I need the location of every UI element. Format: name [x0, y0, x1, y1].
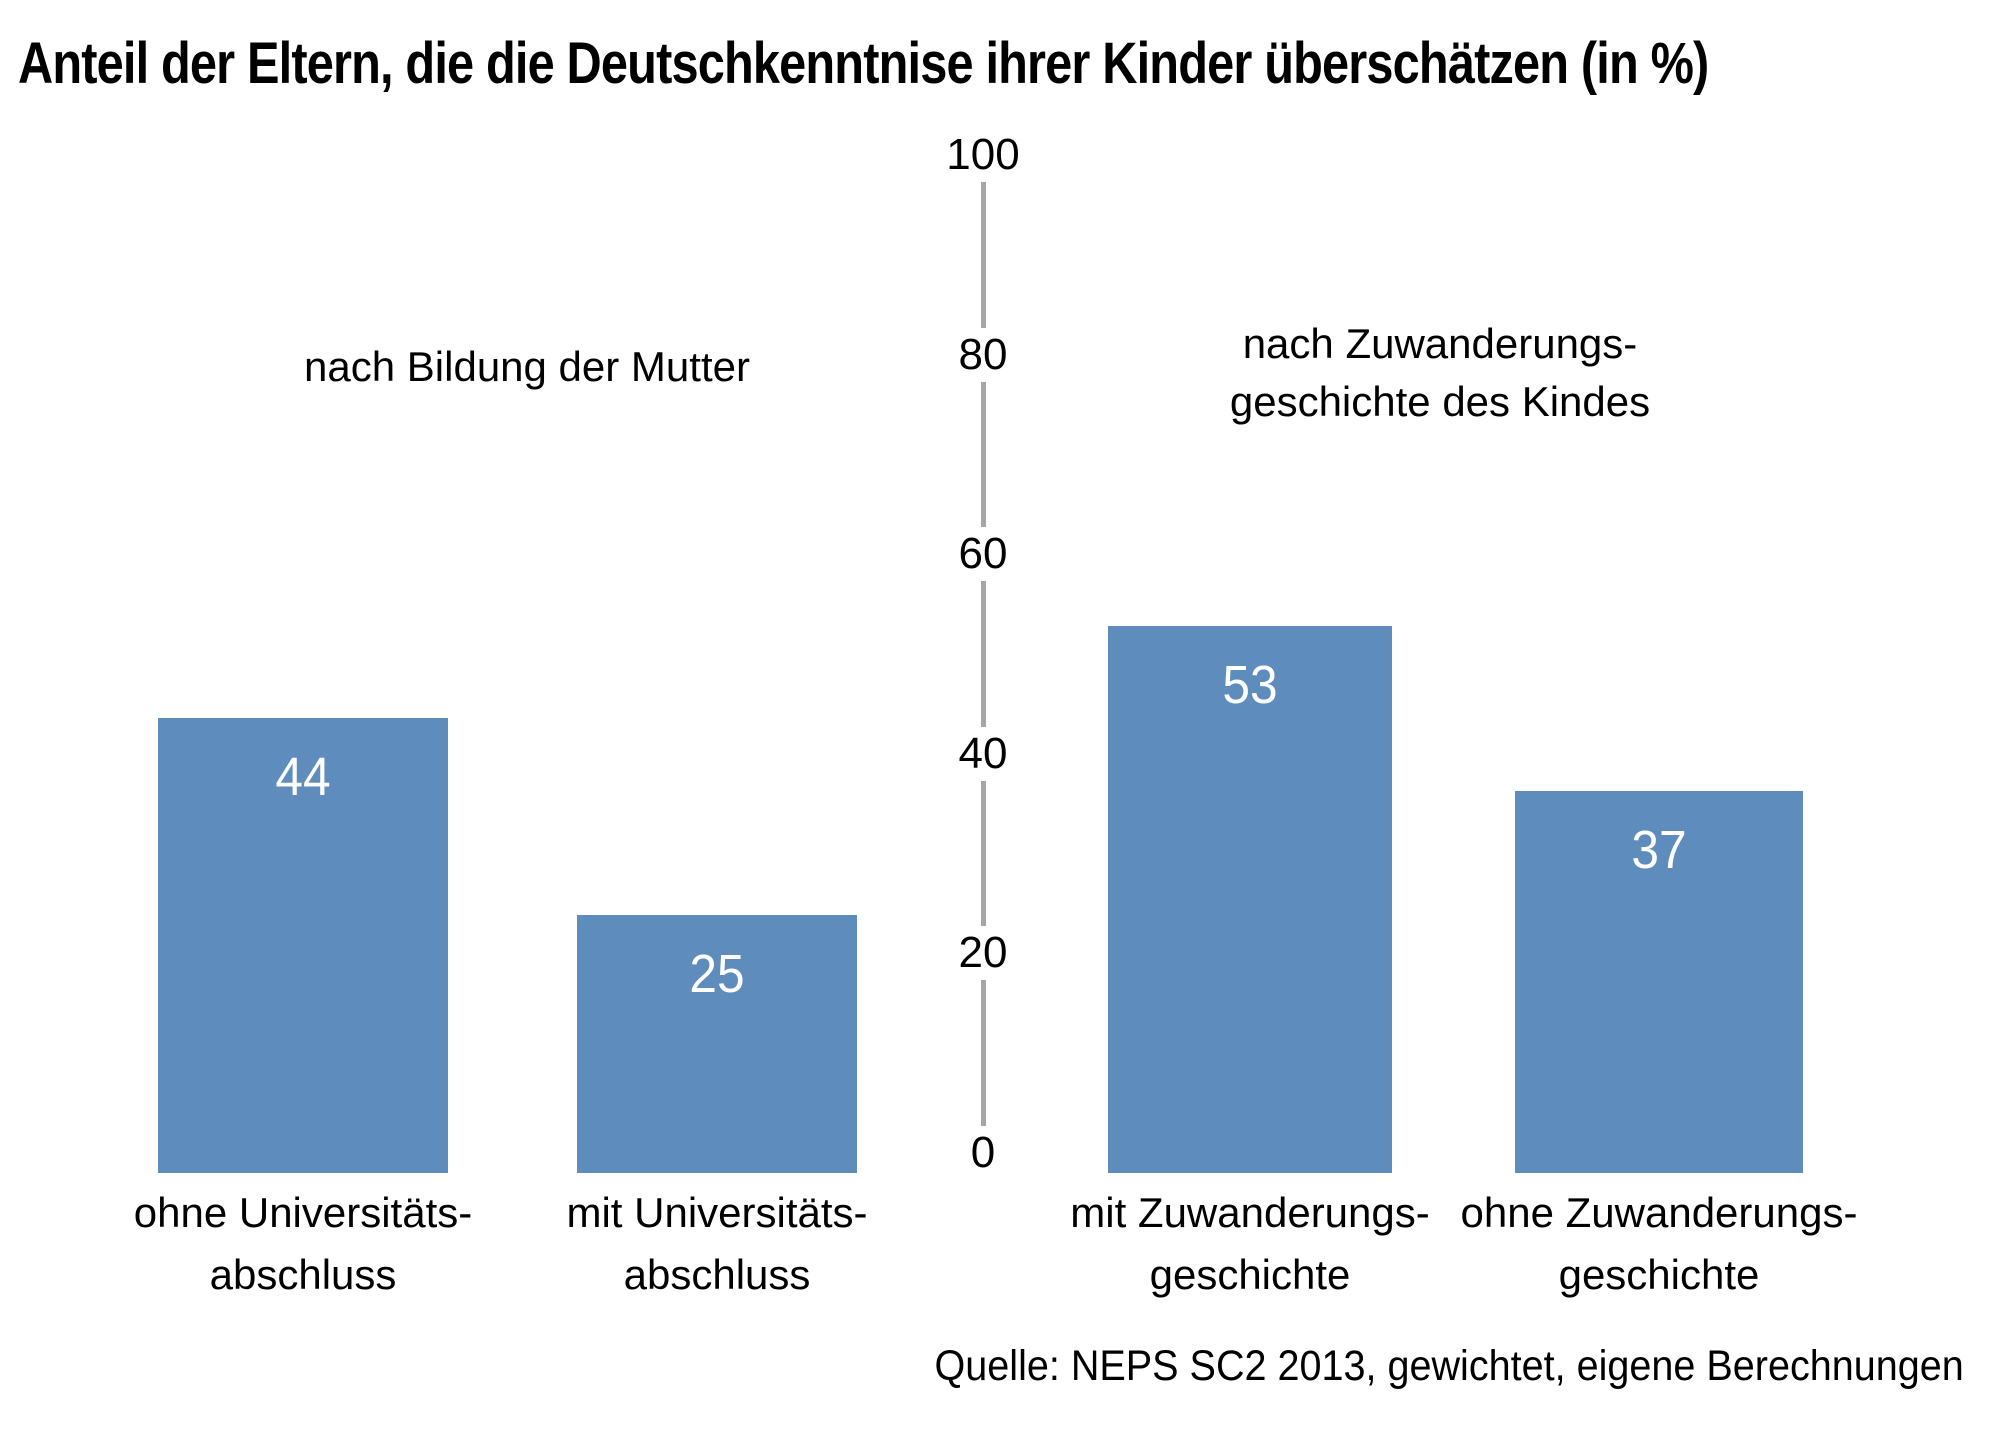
y-axis-line-segment [981, 781, 986, 927]
y-axis-tick-100: 100 [946, 130, 1020, 179]
group-label-migration-history-line1: nach Zuwanderungs- [1242, 320, 1638, 367]
category-label-line1: ohne Zuwanderungs- [1460, 1189, 1858, 1236]
y-axis-line-segment [981, 980, 986, 1126]
bar-ohne-universitaetsabschluss [158, 718, 448, 1173]
y-axis-line-segment [981, 581, 986, 727]
category-label-mit-zuwanderungsgeschichte [1070, 1182, 1429, 1306]
category-label-line1: ohne Universitäts- [133, 1189, 473, 1236]
y-axis-tick-80: 80 [958, 329, 1008, 379]
category-label-ohne-universitaetsabschluss [134, 1182, 472, 1306]
category-label-ohne-zuwanderungsgeschichte [1461, 1182, 1858, 1306]
category-label-line2: geschichte [1558, 1251, 1760, 1298]
y-axis-tick-40: 40 [958, 728, 1008, 778]
group-label-mother-education [304, 338, 750, 396]
y-axis-tick-20: 20 [958, 928, 1008, 978]
bar-value-label: 25 [689, 944, 745, 1004]
source-note: Quelle: NEPS SC2 2013, gewichtet, eigene Berechnungen [934, 1342, 1964, 1390]
y-axis-tick-0: 0 [970, 1128, 996, 1177]
y-axis-tick-60: 60 [958, 529, 1008, 579]
group-label-migration-history [1230, 315, 1650, 431]
category-label-line2: geschichte [1149, 1251, 1351, 1298]
category-label-mit-universitaetsabschluss [566, 1182, 867, 1306]
bar-value-label: 37 [1631, 820, 1687, 880]
category-label-line2: abschluss [209, 1251, 397, 1298]
category-label-line1: mit Zuwanderungs- [1070, 1189, 1430, 1236]
bar-mit-zuwanderungsgeschichte [1108, 626, 1392, 1173]
y-axis-line-segment [981, 382, 986, 528]
bar-ohne-zuwanderungsgeschichte [1515, 791, 1803, 1173]
chart-title: Anteil der Eltern, die die Deutschkenntnise ihrer Kinder überschätzen (in %) [18, 31, 1709, 96]
bar-value-label: 44 [275, 747, 331, 807]
category-label-line1: mit Universitäts- [566, 1189, 868, 1236]
bar-mit-universitaetsabschluss [577, 915, 857, 1173]
bar-value-label: 53 [1222, 655, 1278, 715]
group-label-mother-education-line1: nach Bildung der Mutter [304, 343, 750, 390]
group-label-migration-history-line2: geschichte des Kindes [1229, 378, 1651, 425]
y-axis-line-segment [981, 182, 986, 328]
category-label-line2: abschluss [623, 1251, 811, 1298]
